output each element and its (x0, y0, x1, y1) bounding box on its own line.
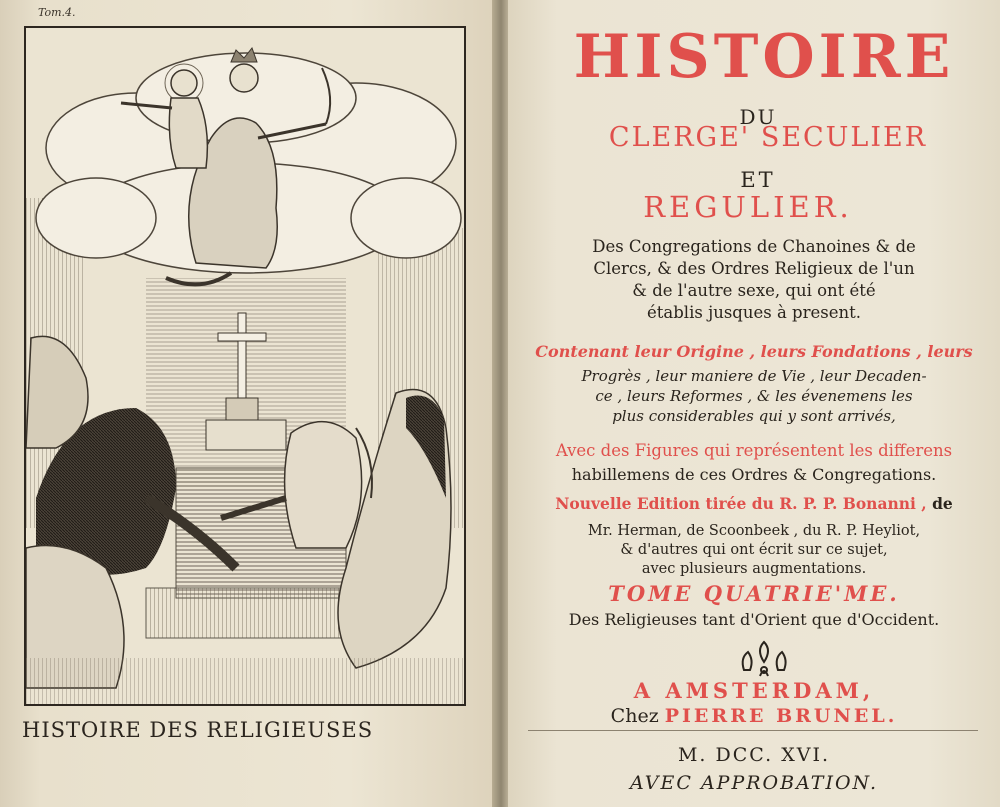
frontispiece-caption: HISTOIRE DES RELIGIEUSES (22, 718, 374, 742)
imprint-city: A AMSTERDAM, (633, 678, 875, 703)
title-du: DU (739, 105, 777, 129)
progres-line: Progrès , leur maniere de Vie , leur Decaden- (581, 367, 927, 385)
title-regulier: REGULIER. (643, 190, 853, 224)
approbation-line: AVEC APPROBATION. (630, 772, 878, 794)
nouvelle-edition-de: de (926, 494, 953, 513)
contenant-line: Contenant leur Origine , leurs Fondations , leurs (535, 342, 973, 361)
authors-line: Mr. Herman, de Scoonbeek , du R. P. Heyliot, (587, 523, 921, 539)
nouvelle-edition-line (508, 494, 1000, 513)
engraving-illustration (26, 28, 464, 704)
title-clerge-seculier: CLERGE' SECULIER (608, 122, 928, 153)
progres-line: ce , leurs Reformes , & les évenemens les (595, 387, 913, 405)
printer-ornament-icon (736, 640, 792, 680)
description-line: & de l'autre sexe, qui ont été (632, 281, 876, 300)
progres-line: plus considerables qui y sont arrivés, (612, 407, 896, 425)
title-histoire: HISTOIRE (573, 22, 955, 92)
imprint-chez: Chez (610, 705, 659, 727)
tome-label: TOME QUATRIE'ME. (608, 581, 900, 606)
imprint-date: M. DCC. XVI. (677, 744, 831, 766)
volume-label: Tom.4. (38, 6, 76, 19)
title-page (508, 0, 1000, 807)
imprint-rule (528, 730, 978, 731)
description-line: Clercs, & des Ordres Religieux de l'un (593, 259, 915, 278)
religieuses-line: Des Religieuses tant d'Orient que d'Occident. (568, 610, 940, 629)
imprint-publisher: PIERRE BRUNEL. (664, 705, 898, 727)
imprint-publisher-line (508, 705, 1000, 727)
description-line: Des Congregations de Chanoines & de (592, 237, 916, 256)
description-line: établis jusques à present. (647, 303, 861, 322)
frontispiece-engraving (24, 26, 466, 706)
habillemens-line: habillemens de ces Ordres & Congregations. (571, 465, 937, 484)
authors-line: & d'autres qui ont écrit sur ce sujet, (620, 542, 888, 558)
nouvelle-edition-red: Nouvelle Edition tirée du R. P. P. Bonanni , (555, 494, 927, 513)
avec-figures-line: Avec des Figures qui représentent les differens (555, 441, 953, 460)
title-et: ET (740, 168, 776, 192)
floor (26, 658, 464, 704)
authors-line: avec plusieurs augmentations. (641, 561, 867, 577)
